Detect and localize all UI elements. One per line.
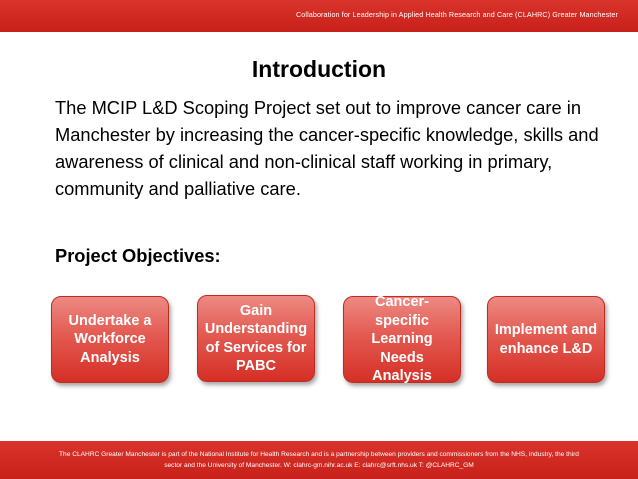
header-text: Collaboration for Leadership in Applied Health Research and Care (CLAHRC) Greater Manchester [295, 10, 618, 19]
footer-line-2: sector and the University of Manchester. W: clahrc-gm.nihr.ac.uk E: clahrc@srft.nhs.uk T: @CLAHRC_GM [164, 462, 474, 469]
objective-box-gain-understanding [197, 295, 315, 382]
footer-bar [0, 441, 638, 479]
objective-box-workforce-analysis [51, 296, 169, 383]
objective-label: Cancer-specific Learning Needs Analysis [371, 294, 433, 385]
objective-label: Implement and enhance L&D [494, 322, 598, 357]
objective-label: Undertake a Workforce Analysis [68, 312, 152, 366]
objectives-heading: Project Objectives: [55, 245, 221, 266]
footer-line-1: The CLAHRC Greater Manchester is part of the National Institute for Health Research and is a partnership between providers and commissioners from the NHS, industry, the third [59, 451, 579, 458]
objective-box-learning-needs [343, 296, 461, 383]
header-bar [0, 0, 638, 32]
objective-label: Gain Understanding of Services for PABC [204, 302, 308, 374]
intro-paragraph: The MCIP L&D Scoping Project set out to improve cancer care in Manchester by increasing the cancer-specific knowledge, skills and awareness of clinical and non-clinical staff working in primary, community and palliative care. [55, 97, 599, 199]
slide-title: Introduction [251, 56, 387, 82]
objective-box-implement-ld [487, 296, 605, 383]
